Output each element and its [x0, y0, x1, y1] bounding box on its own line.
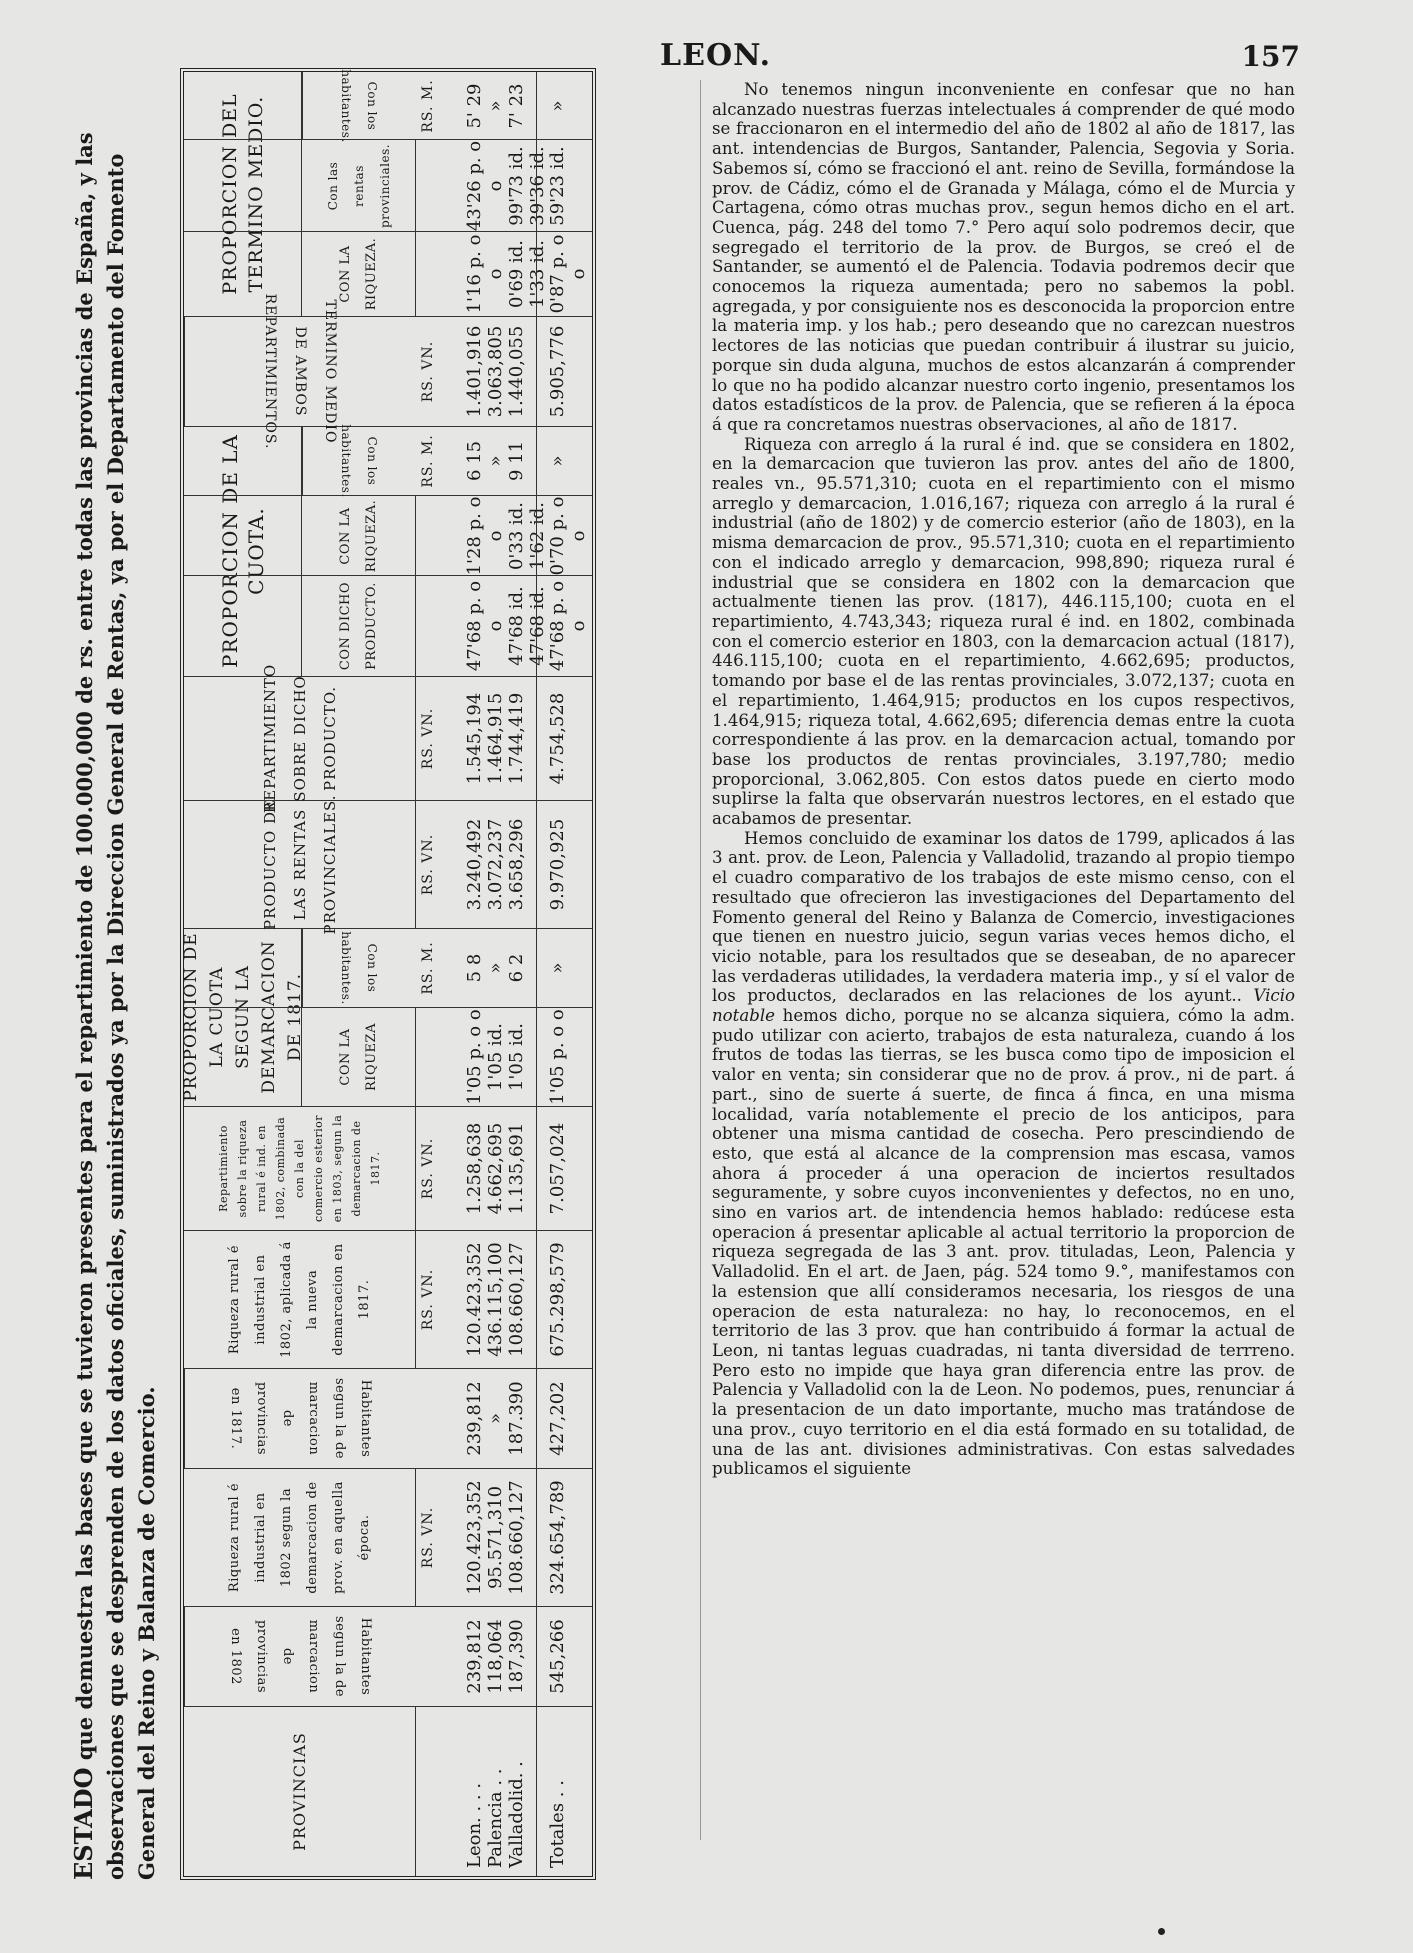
col-header: Riqueza rural é industrial en 1802, aplicada á la nueva demarcacion en 1817.	[184, 1231, 416, 1368]
col-values	[464, 1707, 527, 1876]
table-cell: 95.571,310	[485, 1485, 506, 1590]
col-values	[464, 1369, 527, 1468]
col-header: PRODUCTO DE LAS RENTAS PROVINCIALES.	[184, 801, 416, 928]
col-header: PROVINCIAS	[184, 1707, 416, 1876]
table-cell: Leon. . . .	[464, 1782, 485, 1868]
table-cell: 118,064	[485, 1619, 506, 1694]
col-header: Repartimiento sobre la riqueza rural é ind. en 1802, combinada con la del comercio esterior en 1803, segun la demarcacion de 1817.	[184, 1107, 416, 1230]
col-prop-cuota-hab	[184, 426, 592, 496]
unit-label: RS. M.	[420, 79, 436, 133]
col-values	[464, 72, 527, 140]
col-header: CON LA RIQUEZA.	[302, 496, 416, 576]
table-cell: 187,390	[506, 1619, 527, 1694]
table-cell: 1.135,691	[506, 1122, 527, 1215]
col-header: CON LA RIQUEZA	[302, 1008, 416, 1106]
col-termino-medio	[184, 293, 592, 450]
paragraph: Riqueza con arreglo á la rural é ind. que se considera en 1802, en la demarcacion que tuvieron las prov. antes del año de 1800, reales vn., 95.571,310; cuota en el repartimiento con el mismo arreglo y demarcacion, 1.016,167; riqueza con arreglo á la rural é industrial (año de 1802) y de comercio esterior (año de 1803), en la misma demarcacion de prov., 95.571,310; cuota en el repartimiento con el indicado arreglo y demarcacion, 998,890; riqueza rural é industrial que se considera en 1802 con la demarcacion que actualmente tienen las prov. (1817), 446.115,100; cuota en el repartimiento, 4.743,343; riqueza rural é ind. en 1802, combinada con el comercio esterior en 1803, con la demarcacion actual (1817), 446.115,100; cuota en el repartimiento, 4.662,695; productos, tomando por base el de las rentas provinciales, 3.072,137; cuota en el repartimiento, 1.464,915; productos en los cupos respectivos, 1.464,915; riqueza total, 4.662,695; diferencia demas entre la cuota correspondiente á las prov. en la demarcacion actual, tomando por base los productos de rentas provinciales, 3.197,780; medio proporcional, 3.062,805. Con estos datos puede en cierto modo suplirse la falta que observarán nuestros lectores, en el estado que acabamos de presentar.	[712, 434, 1295, 829]
col-hab-1817	[184, 1368, 592, 1468]
col-group-proporcion-cuota	[184, 426, 592, 676]
table-cell: Palencia . .	[485, 1768, 506, 1868]
table-cell: 3.063,805	[485, 325, 506, 418]
col-riqueza-1802	[184, 1468, 592, 1606]
totals-cell: 7.057,024	[536, 1107, 588, 1230]
col-header: CON LA RIQUEZA.	[302, 232, 416, 316]
paragraph	[712, 829, 1295, 1479]
totals-cell: »	[536, 426, 588, 496]
table-cell: 120.423,352	[464, 1480, 485, 1595]
col-prop-termino-hab	[184, 69, 592, 143]
table-cell: 5' 29	[464, 83, 485, 129]
table-cell: 108.660,127	[506, 1242, 527, 1357]
table-cell: Valladolid. .	[506, 1761, 527, 1868]
paragraph-part: Hemos concluido de examinar los datos de 1799, aplicados á las 3 ant. prov. de Leon, Palencia y Valladolid, trazando al propio tiempo el cuadro comparativo de los trabajos de este mismo censo, con el resultado que ofrecieron las investigaciones del Departamento del Fomento general del Reino y Balanza de Comercio, investigaciones que tienen en nuestro juicio, segun varias veces hemos dicho, el vicio notable, para los resultados que se deseaban, de no aparecer las verdaderas utilidades, la verdadera materia imp., y sí el valor de los productos, declarados en las relaciones de los ayunt..	[712, 828, 1295, 1006]
totals-cell: 427,202	[536, 1369, 588, 1468]
table-cell: 9 11	[506, 440, 527, 482]
table-cell: 47'68 id.	[506, 586, 527, 666]
table-cell: 120.423,352	[464, 1242, 485, 1357]
totals-label: Totales . .	[536, 1707, 588, 1876]
col-values	[464, 1107, 527, 1230]
col-values	[464, 1469, 527, 1606]
table-cell: »	[485, 1413, 506, 1425]
table-cell: 1.440,055	[506, 325, 527, 418]
running-head: LEON.	[660, 38, 772, 73]
table-cell: 1.545,194	[464, 692, 485, 785]
col-header: Con las rentas provinciales.	[302, 140, 416, 232]
table-cell: 436.115,100	[485, 1242, 506, 1357]
col-repart-producto	[184, 663, 592, 814]
italic-phrase: Vicio notable	[712, 986, 1295, 1026]
table-cell: 239,812	[464, 1619, 485, 1694]
totals-cell: 545,266	[536, 1607, 588, 1706]
col-header: REPARTIMIENTO SOBRE DICHO PRODUCTO.	[184, 677, 416, 800]
table-cell: 39'36 id.	[527, 146, 548, 226]
table-cell: 1.258,638	[464, 1122, 485, 1215]
rotated-statement	[68, 68, 596, 1880]
table-cell: 0'69 id.	[506, 239, 527, 309]
totals-cell: »	[536, 928, 588, 1008]
unit-label: RS. VN.	[420, 707, 436, 770]
paragraph-part: hemos dicho, porque no se alcanza siquiera, cómo la adm. pudo utilizar con acierto, trabajos de esta naturaleza, cuando á los frutos de todas las tierras, se les busca como tipo de imposicion el valor en venta; sin considerar que no de prov. á prov., ni de part. á part., sino de suerte á suerte, de finca á finca, en una misma localidad, varía notablemente el precio de los anticipos, para obtener una misma cantidad de cosecha. Pero prescindiendo de esto, que está al alcance de la comprension mas escasa, vamos ahora á proceder á una operacion de inciertos resultados seguramente, y sobre cuyos inconvenientes y defectos, no en uno, sino en varios art. de intendencia hemos hablado: redúcese esta operacion á presentar aplicable al actual territorio la proporcion de riqueza segregada de las 3 ant. prov. tituladas, Leon, Palencia y Valladolid. En el art. de Jaen, pág. 524 tomo 9.°, manifestamos con la estension que allí consideramos necesaria, los riesgos de una operacion de esta naturaleza: no hay, lo reconocemos, en el territorio de las 3 prov. que han contribuido á formar la actual de Leon, ni tantas leguas cuadradas, ni tanta diversidad de terrreno. Pero esto no impide que haya gran diferencia entre las prov. de Palencia y Valladolid con la de Leon. No podemos, pues, renunciar á la presentacion de un dato importante, mucho mas tratándose de una prov., cuyo territorio en el dia está formado en su totalidad, de una de las ant. divisiones administrativas. Con estas salvedades publicamos el siguiente	[712, 1006, 1295, 1479]
col-values	[464, 928, 527, 1008]
col-values	[464, 317, 527, 426]
totals-cell: 1'05 p. o o	[536, 1008, 588, 1106]
unit-label: RS. M.	[420, 434, 436, 488]
table-cell: 43'26 p. o o	[464, 140, 506, 232]
group-header: PROPORCION DEL TERMINO MEDIO.	[184, 72, 302, 316]
table-cell: 3.658,296	[506, 818, 527, 911]
totals-cell: 59'23 id.	[536, 140, 588, 232]
table-cell: »	[485, 962, 506, 974]
table-caption	[68, 68, 164, 1880]
col-prop-termino-riqueza	[184, 231, 592, 316]
col-header: TERMINO MEDIO DE AMBOS REPARTIMIENTOS.	[184, 317, 416, 426]
col-values	[464, 1008, 527, 1106]
table-cell: 1'62 id.	[527, 501, 548, 571]
statement-table	[180, 68, 596, 1880]
col-header: CON DICHO PRODUCTO.	[302, 576, 416, 676]
table-cell: 47'68 id.	[527, 586, 548, 666]
unit-label: RS. VN.	[420, 340, 436, 403]
table-cell: 0'33 id.	[506, 501, 527, 571]
table-cell: 1'33 id.	[527, 239, 548, 309]
unit-label: RS. VN.	[420, 1506, 436, 1569]
col-prop-cuota-producto	[184, 575, 592, 676]
col-header: Habitantes segun la de marcacion de provincias en 1817.	[184, 1369, 416, 1468]
unit-label: RS. VN.	[420, 833, 436, 896]
col-header: Con los habitantes.	[302, 426, 416, 496]
totals-cell: 4.754,528	[536, 677, 588, 800]
unit-label: RS. M.	[420, 941, 436, 995]
col-prop-cuota-riqueza	[184, 495, 592, 576]
col-hab-1802	[184, 1606, 592, 1706]
table-cell: 1'16 p. o o	[464, 234, 506, 314]
table-cell: 1'28 p. o o	[464, 496, 506, 576]
caption-lead: ESTADO	[69, 1767, 98, 1880]
page-header	[660, 38, 1300, 74]
table-cell: 1.464,915	[485, 692, 506, 785]
table-cell: 6 15	[464, 440, 485, 482]
page-number: 157	[1241, 40, 1300, 73]
unit-label: RS. VN.	[420, 1137, 436, 1200]
group-header: PROPORCION DE LA CUOTA.	[184, 426, 302, 676]
column-rule	[700, 80, 701, 1840]
body-text	[712, 80, 1295, 1479]
table-cell: 1'05 id.	[485, 1022, 506, 1092]
table-cell: »	[485, 455, 506, 467]
col-header: Con los habitantes.	[302, 72, 416, 140]
col-provincias	[184, 1706, 592, 1876]
table-cell: 239,812	[464, 1381, 485, 1456]
table-cell: 1.744,419	[506, 692, 527, 785]
col-producto-rentas	[184, 794, 592, 935]
table-cell: 1.401,916	[464, 325, 485, 418]
col-values	[464, 426, 527, 496]
totals-cell: 47'68 p. o o	[536, 576, 588, 676]
table-cell: 1'05 id.	[506, 1022, 527, 1092]
col-values	[464, 801, 527, 928]
col-header: Habitantes segun la de marcacion de provincias en 1802	[184, 1607, 416, 1706]
totals-cell: 0'87 p. o o	[536, 232, 588, 316]
table-cell: 3.072,237	[485, 818, 506, 911]
totals-cell: »	[536, 72, 588, 140]
totals-cell: 5.905,776	[536, 317, 588, 426]
group-header: PROPORCION DE LA CUOTA SEGUN LA DEMARCACION DE 1817.	[184, 928, 302, 1106]
col-group-proporcion-1817	[180, 928, 592, 1106]
table-cell: 7' 23	[506, 83, 527, 129]
table-cell: 5 8	[464, 953, 485, 983]
col-header: Riqueza rural é industrial en 1802 segun la demarcacion de prov. en aquella época.	[184, 1469, 416, 1606]
col-riqueza-1817	[184, 1230, 592, 1368]
table-cell: 1'05 p. o o	[464, 1009, 485, 1105]
col-prop-1817-riqueza	[184, 1007, 592, 1106]
col-values	[464, 677, 527, 800]
table-cell: 6 2	[506, 953, 527, 983]
paragraph: No tenemos ningun inconveniente en confesar que no han alcanzado nuestras fuerzas intelectuales á comprender de qué modo se fraccionaron en el intermedio del año de 1802 al año de 1817, las ant. intendencias de Burgos, Santander, Palencia, Segovia y Soria. Sabemos sí, cómo se fraccionó el ant. reino de Sevilla, formándose la prov. de Cádiz, cómo el de Granada y Málaga, cómo el de Murcia y Cartagena, cómo otras muchas prov., segun hemos dicho en el art. Cuenca, pág. 248 del tomo 7.° Pero aquí solo podremos decir, que segregado el territorio de la prov. de Burgos, se creó el de Santander, se aumentó el de Palencia. Todavia podremos decir que conocemos la riqueza aumentada; pero no sabemos la pobl. agregada, y por consiguiente nos es desconocida la proporcion entre la materia imp. y los hab.; pero deseando que no carezcan nuestros lectores de las noticias que puedan contribuir á ilustrar su juicio, porque sin duda alguna, muchos de estos alcanzarán á comprender lo que no ha podido alcanzar nuestro corto ingenio, presentamos los datos estadísticos de la prov. de Palencia, que se refieren á la época á que ra concretamos nuestras observaciones, al año de 1817.	[712, 80, 1295, 434]
table-cell: 4.662,695	[485, 1122, 506, 1215]
table-cell: 99'73 id.	[506, 146, 527, 226]
table-cell: »	[485, 100, 506, 112]
col-values	[464, 1607, 527, 1706]
print-speck	[1158, 1928, 1165, 1935]
table-cell: 108.660,127	[506, 1480, 527, 1595]
table-cell: 47'68 p. o o	[464, 580, 506, 672]
col-group-proporcion-termino	[184, 69, 592, 316]
totals-cell: 0'70 p. o o	[536, 496, 588, 576]
col-values	[464, 1231, 527, 1368]
totals-cell: 9.970,925	[536, 801, 588, 928]
unit-label: RS. VN.	[420, 1268, 436, 1331]
col-prop-termino-rentas	[184, 139, 592, 232]
caption-text: que demuestra las bases que se tuvieron presentes para el repartimiento de 100.000,000 de rs. entre todas las provincias de España, y las observaciones que se desprenden de los datos oficiales, suministrados ya por la Direccion General de Rentas, ya por el Departamento del Fomento General del Reino y Balanza de Comercio.	[72, 132, 159, 1880]
totals-cell: 324.654,789	[536, 1469, 588, 1606]
col-prop-1817-hab	[184, 928, 592, 1008]
table-cell: 3.240,492	[464, 818, 485, 911]
table-cell: 187.390	[506, 1381, 527, 1456]
totals-cell: 675.298,579	[536, 1231, 588, 1368]
col-repartimiento	[184, 1106, 592, 1230]
col-header: Con los habitantes.	[302, 928, 416, 1008]
